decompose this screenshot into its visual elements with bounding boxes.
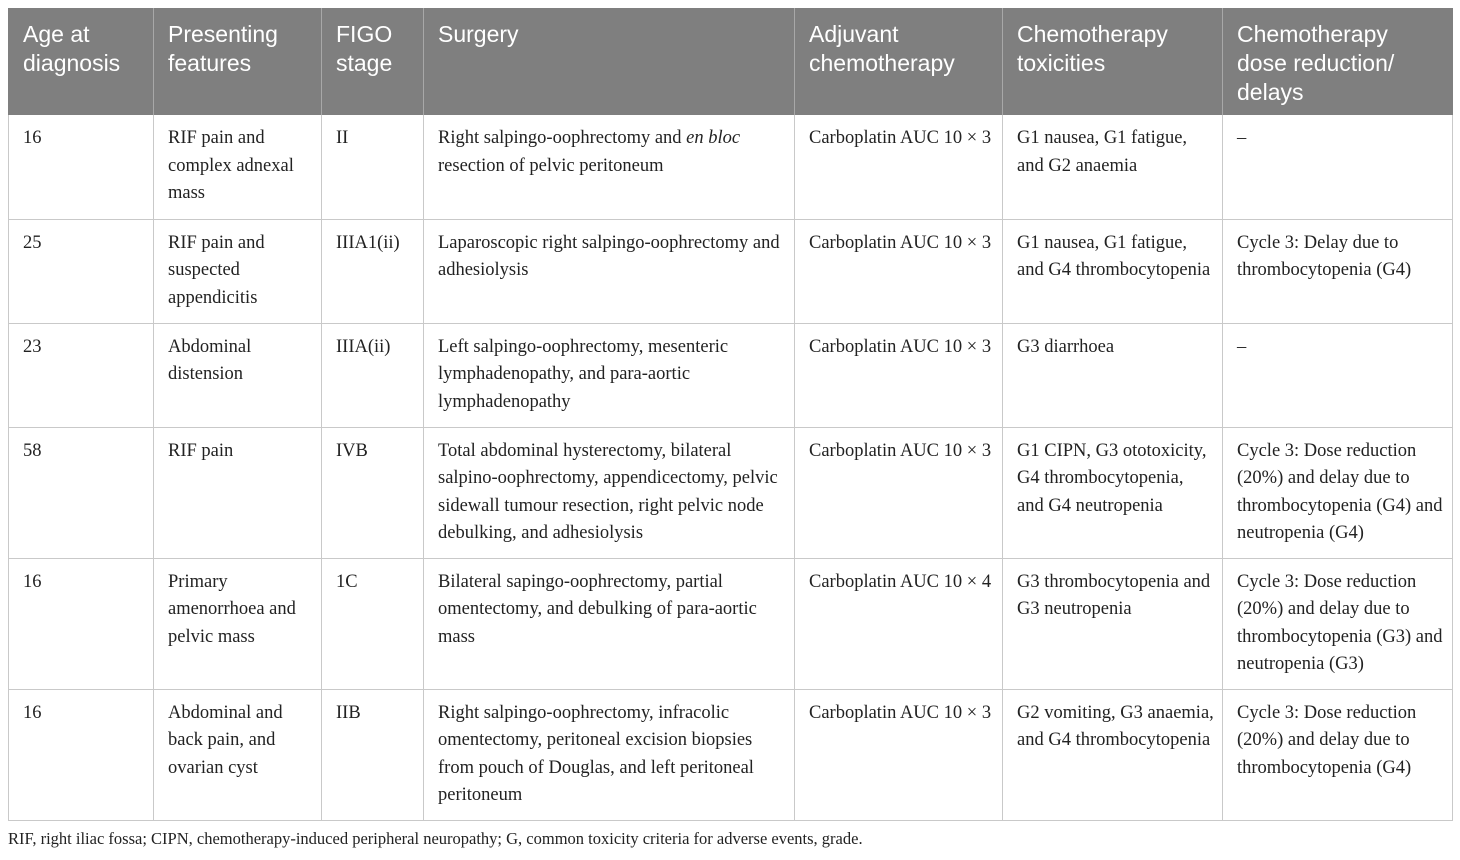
surgery-text: Left salpingo-oophrectomy, mesenteric lymphadenopathy, and para-aortic lymphadenopathy	[438, 336, 729, 412]
cell-age: 58	[9, 427, 154, 558]
cell-chemotherapy: Carboplatin AUC 10 × 3	[795, 323, 1003, 427]
clinical-table	[8, 8, 1453, 821]
document	[8, 8, 1452, 821]
table-row	[9, 115, 1453, 219]
table-footnote: RIF, right iliac fossa; CIPN, chemotherapy-induced peripheral neuropathy; G, common toxicity criteria for adverse events, grade.	[8, 829, 863, 848]
cell-chemotherapy: Carboplatin AUC 10 × 3	[795, 219, 1003, 323]
cell-toxicities: G3 diarrhoea	[1003, 323, 1223, 427]
surgery-text: Right salpingo-oophrectomy, infracolic omentectomy, peritoneal excision biopsies from pouch of Douglas, and left peritoneal peritoneum	[438, 702, 754, 806]
cell-surgery	[424, 323, 795, 427]
cell-chemotherapy: Carboplatin AUC 10 × 3	[795, 689, 1003, 820]
surgery-text: Total abdominal hysterectomy, bilateral salpino-oophrectomy, appendicectomy, pelvic sidewall tumour resection, right pelvic node debulking, and adhesiolysis	[438, 440, 778, 544]
cell-dose: Cycle 3: Delay due to thrombocytopenia (G4)	[1223, 219, 1453, 323]
header-chemotherapy: Adjuvant chemotherapy	[795, 8, 1003, 115]
cell-dose: Cycle 3: Dose reduction (20%) and delay due to thrombocytopenia (G3) and neutropenia (G3)	[1223, 558, 1453, 689]
header-dose: Chemotherapy dose reduction/ delays	[1223, 8, 1453, 115]
cell-dose: –	[1223, 115, 1453, 219]
header-features: Presenting features	[154, 8, 322, 115]
table-row	[9, 689, 1453, 820]
cell-surgery	[424, 558, 795, 689]
surgery-text: resection of pelvic peritoneum	[438, 155, 664, 176]
surgery-text: Right salpingo-oophrectomy and	[438, 128, 687, 148]
cell-age: 16	[9, 689, 154, 820]
cell-surgery	[424, 427, 795, 558]
cell-surgery	[424, 115, 795, 219]
cell-stage: II	[322, 115, 424, 219]
header-toxicities: Chemotherapy toxicities	[1003, 8, 1223, 115]
header-row	[9, 8, 1453, 115]
surgery-text: Laparoscopic right salpingo-oophrectomy and adhesiolysis	[438, 232, 780, 281]
cell-chemotherapy: Carboplatin AUC 10 × 4	[795, 558, 1003, 689]
cell-age: 23	[9, 323, 154, 427]
cell-toxicities: G1 nausea, G1 fatigue, and G4 thrombocytopenia	[1003, 219, 1223, 323]
cell-surgery	[424, 219, 795, 323]
cell-features: RIF pain and complex adnexal mass	[154, 115, 322, 219]
cell-toxicities: G3 thrombocytopenia and G3 neutropenia	[1003, 558, 1223, 689]
surgery-italic-text: en bloc	[686, 128, 741, 148]
cell-age: 16	[9, 115, 154, 219]
surgery-text: Bilateral sapingo-oophrectomy, partial omentectomy, and debulking of para-aortic mass	[438, 571, 757, 647]
cell-chemotherapy: Carboplatin AUC 10 × 3	[795, 115, 1003, 219]
cell-age: 16	[9, 558, 154, 689]
cell-toxicities: G1 nausea, G1 fatigue, and G2 anaemia	[1003, 115, 1223, 219]
cell-features: RIF pain	[154, 427, 322, 558]
cell-age: 25	[9, 219, 154, 323]
cell-toxicities: G2 vomiting, G3 anaemia, and G4 thrombocytopenia	[1003, 689, 1223, 820]
cell-features: Abdominal distension	[154, 323, 322, 427]
header-surgery: Surgery	[424, 8, 795, 115]
cell-dose: –	[1223, 323, 1453, 427]
cell-features: Primary amenorrhoea and pelvic mass	[154, 558, 322, 689]
cell-stage: IIIA(ii)	[322, 323, 424, 427]
cell-features: Abdominal and back pain, and ovarian cyst	[154, 689, 322, 820]
cell-stage: IVB	[322, 427, 424, 558]
cell-stage: IIIA1(ii)	[322, 219, 424, 323]
cell-dose: Cycle 3: Dose reduction (20%) and delay due to thrombocytopenia (G4)	[1223, 689, 1453, 820]
cell-toxicities: G1 CIPN, G3 ototoxicity, G4 thrombocytopenia, and G4 neutropenia	[1003, 427, 1223, 558]
cell-stage: IIB	[322, 689, 424, 820]
table-row	[9, 427, 1453, 558]
cell-chemotherapy: Carboplatin AUC 10 × 3	[795, 427, 1003, 558]
table-row	[9, 558, 1453, 689]
table-row	[9, 219, 1453, 323]
header-stage: FIGO stage	[322, 8, 424, 115]
table-row	[9, 323, 1453, 427]
cell-surgery	[424, 689, 795, 820]
header-age: Age at diagnosis	[9, 8, 154, 115]
cell-stage: 1C	[322, 558, 424, 689]
cell-features: RIF pain and suspected appendicitis	[154, 219, 322, 323]
cell-dose: Cycle 3: Dose reduction (20%) and delay due to thrombocytopenia (G4) and neutropenia (G4)	[1223, 427, 1453, 558]
